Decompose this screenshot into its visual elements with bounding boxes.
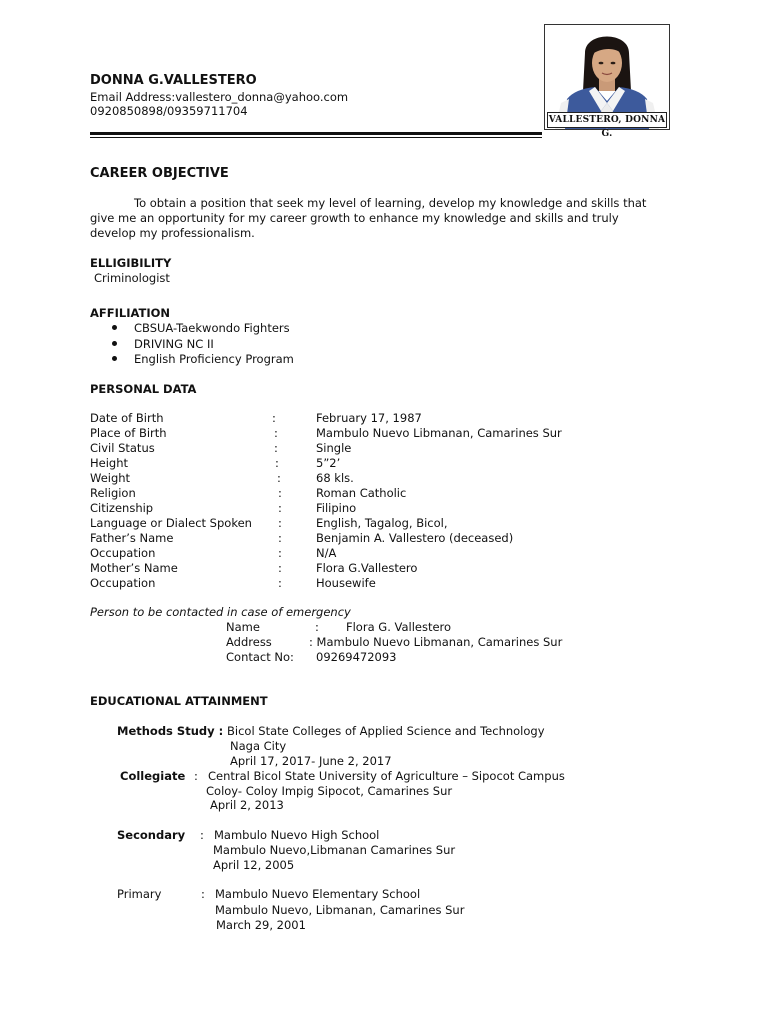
objective-line-1: To obtain a position that seek my level of learning, develop my knowledge and skills that: [134, 196, 647, 210]
pd-sep: :: [278, 576, 282, 590]
pd-sep: :: [275, 456, 279, 470]
emergency-heading: Person to be contacted in case of emergency: [90, 605, 351, 619]
pd-label: Weight: [90, 471, 131, 485]
header-divider-thick: [90, 132, 542, 135]
collegiate-sep: :: [194, 769, 198, 783]
list-item: [112, 321, 290, 336]
emergency-name-label: Name: [226, 620, 260, 634]
bullet-icon: [112, 341, 117, 346]
photo-caption: VALLESTERO, DONNA G.: [547, 112, 667, 128]
primary-sep: :: [201, 887, 205, 901]
secondary-line-3: April 12, 2005: [213, 858, 295, 872]
list-item: [112, 352, 294, 367]
pd-label: Civil Status: [90, 441, 155, 455]
pd-value: Benjamin A. Vallestero (deceased): [316, 531, 514, 545]
secondary-sep: :: [200, 828, 204, 842]
pd-sep: :: [278, 486, 282, 500]
secondary-label: Secondary: [117, 828, 186, 842]
eligibility-value: Criminologist: [94, 271, 170, 285]
emergency-contact-value: 09269472093: [316, 650, 397, 664]
emergency-name-value: Flora G. Vallestero: [346, 620, 452, 634]
primary-label: Primary: [117, 887, 162, 901]
pd-sep: :: [278, 546, 282, 560]
pd-value: 68 kls.: [316, 471, 354, 485]
pd-value: Mambulo Nuevo Libmanan, Camarines Sur: [316, 426, 562, 440]
pd-label: Religion: [90, 486, 136, 500]
header-divider-thin: [90, 137, 542, 138]
collegiate-line-3: April 2, 2013: [210, 798, 284, 812]
bullet-icon: [112, 356, 117, 361]
objective-line-2: give me an opportunity for my career growth to enhance my knowledge and skills and truly: [90, 211, 619, 225]
pd-label: Occupation: [90, 546, 156, 560]
pd-sep: :: [272, 411, 276, 425]
secondary-line-1: Mambulo Nuevo High School: [214, 828, 380, 842]
affiliation-heading: AFFILIATION: [90, 306, 171, 320]
pd-value: Flora G.Vallestero: [316, 561, 418, 575]
methods-line-3: April 17, 2017- June 2, 2017: [230, 754, 392, 768]
affiliation-item: DRIVING NC II: [134, 337, 214, 351]
phone-numbers: 0920850898/09359711704: [90, 104, 248, 118]
pd-label: Language or Dialect Spoken: [90, 516, 252, 530]
pd-value: Single: [316, 441, 352, 455]
bullet-icon: [112, 325, 117, 330]
pd-sep: :: [278, 501, 282, 515]
primary-line-1: Mambulo Nuevo Elementary School: [215, 887, 421, 901]
pd-label: Citizenship: [90, 501, 154, 515]
primary-line-3: March 29, 2001: [216, 918, 306, 932]
objective-line-3: develop my professionalism.: [90, 226, 255, 240]
pd-value: Housewife: [316, 576, 376, 590]
pd-label: Height: [90, 456, 129, 470]
pd-label: Date of Birth: [90, 411, 164, 425]
pd-value: 5”2’: [316, 456, 341, 470]
pd-sep: :: [278, 531, 282, 545]
emergency-name-sep: :: [315, 620, 319, 634]
pd-sep: :: [274, 441, 278, 455]
pd-label: Mother’s Name: [90, 561, 178, 575]
pd-sep: :: [274, 426, 278, 440]
pd-label: Place of Birth: [90, 426, 167, 440]
emergency-address-label: Address: [226, 635, 272, 649]
methods-line-1: Bicol State Colleges of Applied Science and Technology: [227, 724, 545, 738]
collegiate-line-2: Coloy- Coloy Impig Sipocot, Camarines Sur: [206, 784, 453, 798]
pd-value: N/A: [316, 546, 337, 560]
personal-data-heading: PERSONAL DATA: [90, 382, 197, 396]
pd-value: Filipino: [316, 501, 357, 515]
email-address: Email Address:vallestero_donna@yahoo.com: [90, 90, 349, 104]
pd-value: English, Tagalog, Bicol,: [316, 516, 448, 530]
career-objective-heading: CAREER OBJECTIVE: [90, 166, 229, 181]
collegiate-label: Collegiate: [120, 769, 186, 783]
pd-value: Roman Catholic: [316, 486, 407, 500]
affiliation-item: English Proficiency Program: [134, 352, 294, 366]
eligibility-heading: ELLIGIBILITY: [90, 256, 172, 270]
primary-line-2: Mambulo Nuevo, Libmanan, Camarines Sur: [215, 903, 465, 917]
education-heading: EDUCATIONAL ATTAINMENT: [90, 694, 268, 708]
emergency-contact-label: Contact No:: [226, 650, 294, 664]
pd-label: Occupation: [90, 576, 156, 590]
affiliation-item: CBSUA-Taekwondo Fighters: [134, 321, 290, 335]
profile-photo: [544, 24, 670, 139]
list-item: [112, 337, 214, 352]
pd-sep: :: [278, 516, 282, 530]
pd-sep: :: [277, 471, 281, 485]
secondary-line-2: Mambulo Nuevo,Libmanan Camarines Sur: [213, 843, 456, 857]
methods-label: Methods Study :: [117, 724, 224, 738]
resume-name: DONNA G.VALLESTERO: [90, 73, 257, 88]
emergency-address-value: : Mambulo Nuevo Libmanan, Camarines Sur: [309, 635, 563, 649]
methods-line-2: Naga City: [230, 739, 287, 753]
collegiate-line-1: Central Bicol State University of Agriculture – Sipocot Campus: [208, 769, 565, 783]
pd-sep: :: [278, 561, 282, 575]
pd-value: February 17, 1987: [316, 411, 422, 425]
pd-label: Father’s Name: [90, 531, 174, 545]
